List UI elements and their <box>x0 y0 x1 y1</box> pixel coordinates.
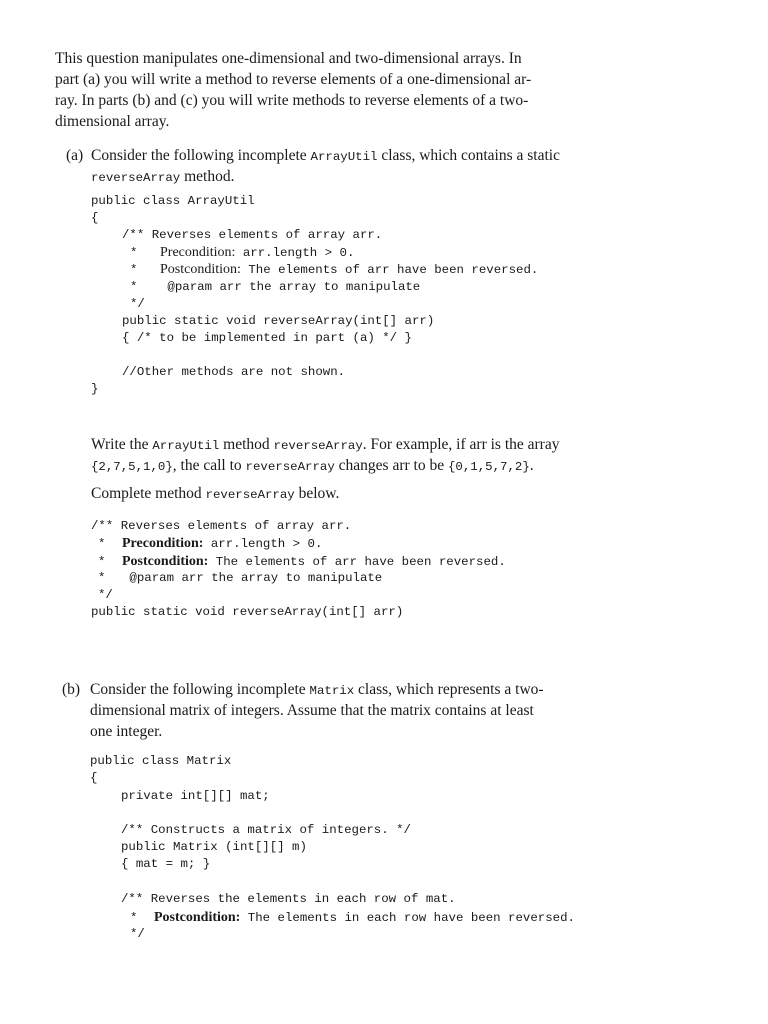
code-postcondition-line <box>130 262 538 278</box>
code-matrix-open-brace: { <box>90 771 98 785</box>
part-a-intro-line-1 <box>91 145 560 168</box>
text: Postcondition: <box>122 554 209 569</box>
part-a-example-line <box>91 455 534 478</box>
text: Precondition: <box>122 536 204 551</box>
answer-postcondition-line <box>98 554 506 570</box>
part-a-intro-line-2 <box>91 166 234 189</box>
text: . <box>529 457 534 474</box>
answer-javadoc-open: /** Reverses elements of array arr. <box>91 519 352 533</box>
text: Write the <box>91 436 153 453</box>
text: * <box>98 571 106 585</box>
text: arr <box>392 457 410 474</box>
answer-param-line <box>98 571 382 585</box>
code-ctor-doc: /** Constructs a matrix of integers. */ <box>121 823 411 837</box>
text: The elements of arr have been reversed. <box>240 263 539 277</box>
text: to be <box>409 457 448 474</box>
text: * <box>130 911 138 925</box>
code-matrix-class-decl: public class Matrix <box>90 754 232 768</box>
text: @param arr the array to manipulate <box>160 280 421 294</box>
inline-code: Matrix <box>309 684 355 698</box>
code-reverse-doc-close: */ <box>130 927 145 941</box>
text: * <box>130 280 138 294</box>
text: , the call to <box>172 457 246 474</box>
intro-line-4: dimensional array. <box>55 113 170 130</box>
inline-code: ArrayUtil <box>152 439 220 453</box>
code-close-brace: } <box>91 382 99 396</box>
code-param-line <box>130 280 420 294</box>
text: Postcondition: <box>160 262 241 277</box>
intro-line-3: ray. In parts (b) and (c) you will write methods to reverse elements of a two- <box>55 92 529 109</box>
text: changes <box>334 457 393 474</box>
text: * <box>130 246 138 260</box>
code-ctor-body: { mat = m; } <box>121 857 211 871</box>
intro-line-1: This question manipulates one-dimensional and two-dimensional arrays. In <box>55 50 522 67</box>
code-precondition-line <box>130 245 354 261</box>
text: * <box>130 263 138 277</box>
part-b-intro-line-2: dimensional matrix of integers. Assume that the matrix contains at least <box>90 702 534 719</box>
part-b-label: (b) <box>62 681 81 698</box>
text: Precondition: <box>160 245 236 260</box>
text: class, which represents a two- <box>354 681 544 698</box>
text: @param arr the array to manipulate <box>122 571 383 585</box>
answer-javadoc-close: */ <box>98 588 113 602</box>
text: Consider the following incomplete <box>91 147 311 164</box>
text: The elements of arr have been reversed. <box>208 555 506 569</box>
answer-precondition-line <box>98 536 322 552</box>
text: arr.length > 0. <box>203 537 323 551</box>
inline-code: reverseArray <box>205 488 295 502</box>
text: method <box>219 436 274 453</box>
text: method. <box>180 168 235 185</box>
code-other-methods: //Other methods are not shown. <box>122 365 346 379</box>
code-ctor-signature: public Matrix (int[][] m) <box>121 840 307 854</box>
inline-code: reverseArray <box>273 439 363 453</box>
intro-line-2: part (a) you will write a method to reverse elements of a one-dimensional ar- <box>55 71 532 88</box>
inline-code: reverseArray <box>245 460 335 474</box>
code-class-decl: public class ArrayUtil <box>91 194 255 208</box>
text: is the array <box>486 436 560 453</box>
part-b-intro-line-1 <box>90 679 544 702</box>
text: * <box>98 555 106 569</box>
text: class, which contains a static <box>377 147 560 164</box>
inline-code: reverseArray <box>91 171 181 185</box>
inline-code: {0,1,5,7,2} <box>447 460 530 474</box>
code-matrix-field: private int[][] mat; <box>121 789 270 803</box>
part-a-label: (a) <box>66 147 84 164</box>
inline-code: {2,7,5,1,0} <box>91 460 173 474</box>
code-method-body: { /* to be implemented in part (a) */ } <box>122 331 412 345</box>
text: Complete method <box>91 485 206 502</box>
code-javadoc-close: */ <box>130 297 145 311</box>
text: * <box>98 537 106 551</box>
code-reverse-postcondition <box>130 910 575 926</box>
text: Postcondition: <box>154 910 241 925</box>
code-open-brace: { <box>91 211 99 225</box>
text: . For example, if <box>362 436 470 453</box>
code-reverse-doc-open: /** Reverses the elements in each row of mat. <box>121 892 456 906</box>
inline-code: ArrayUtil <box>310 150 378 164</box>
part-a-complete-line <box>91 483 339 506</box>
text: The elements in each row have been reversed. <box>240 911 575 925</box>
part-a-write-line <box>91 434 559 457</box>
text: arr.length > 0. <box>235 246 355 260</box>
text: below. <box>294 485 340 502</box>
text: arr <box>469 436 487 453</box>
code-javadoc-open: /** Reverses elements of array arr. <box>122 228 383 242</box>
text: Consider the following incomplete <box>90 681 310 698</box>
code-method-signature: public static void reverseArray(int[] arr) <box>122 314 435 328</box>
answer-signature: public static void reverseArray(int[] arr) <box>91 605 404 619</box>
part-b-intro-line-3: one integer. <box>90 723 163 740</box>
